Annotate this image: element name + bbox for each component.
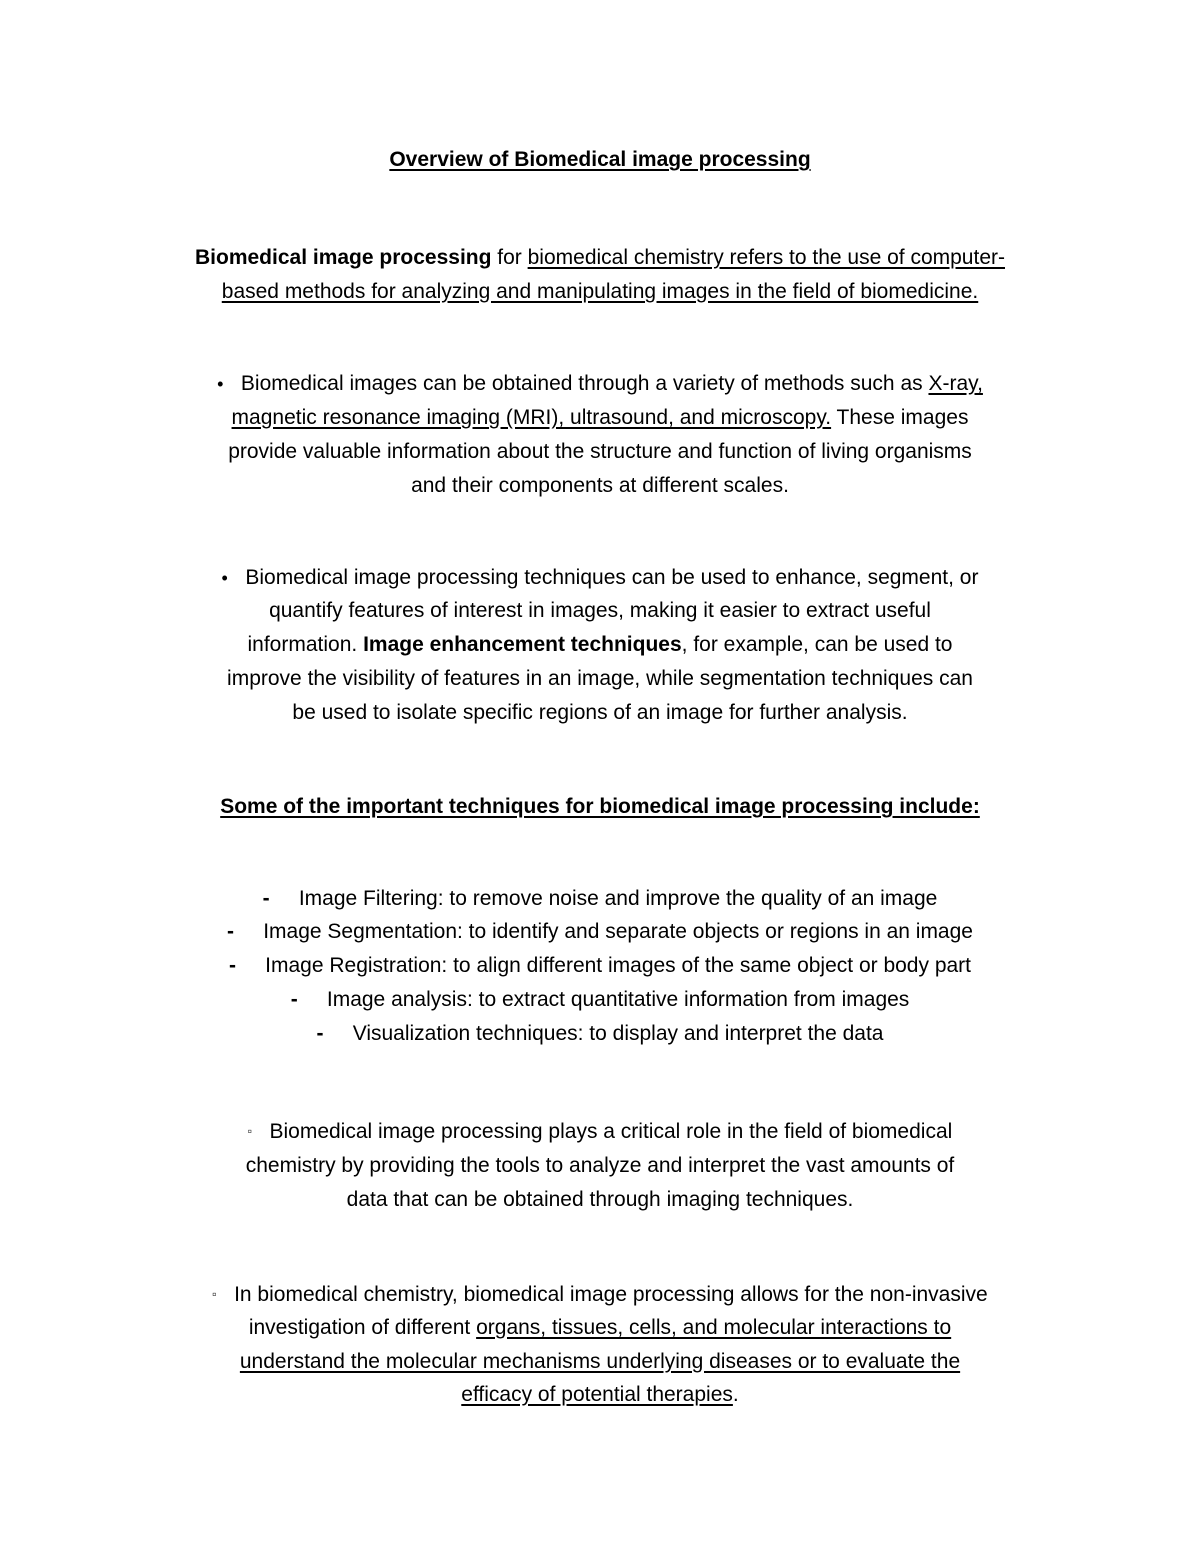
point1-line-2: chemistry by providing the tools to analyze and interpret the vast amounts of	[245, 1154, 955, 1177]
point2-line-3	[0, 1345, 1200, 1379]
bullet-dot-icon: •	[217, 374, 224, 394]
point2-text-4: .	[732, 1383, 739, 1406]
bullet2-line-1	[0, 561, 1200, 595]
point2-line-4	[0, 1378, 1200, 1412]
point2-line-1	[0, 1277, 1200, 1312]
techniques-heading: Some of the important techniques for biomedical image processing include:	[220, 795, 980, 818]
dash-icon: -	[228, 954, 236, 977]
dash-icon: -	[290, 988, 298, 1011]
point2-underlined-3: understand the molecular mechanisms underlying diseases or to evaluate the	[239, 1350, 961, 1373]
bullet2-bold-term: Image enhancement techniques	[363, 633, 682, 656]
intro-for-word: for	[491, 246, 528, 269]
dash-icon: -	[316, 1022, 324, 1045]
technique-item	[0, 983, 1200, 1017]
point2-underlined-4: efficacy of potential therapies	[461, 1383, 733, 1406]
bullet2-line-2: quantify features of interest in images, making it easier to extract useful	[269, 599, 931, 622]
technique-item	[0, 949, 1200, 983]
bullet1-text-1: Biomedical images can be obtained through a variety of methods such as	[240, 372, 929, 395]
technique-item	[0, 915, 1200, 949]
bullet2-line-3	[0, 628, 1200, 662]
document-title: Overview of Biomedical image processing	[389, 148, 811, 171]
bullet-dot-icon: •	[221, 568, 228, 588]
intro-bold-term: Biomedical image processing	[195, 246, 492, 269]
bullet1-line-1	[0, 367, 1200, 401]
bullet1-line-3: provide valuable information about the structure and function of living organisms	[228, 440, 972, 463]
intro-line-2	[0, 275, 1200, 309]
intro-underlined-2: based methods for analyzing and manipulating images in the field of biomedicine.	[221, 280, 979, 303]
bullet2-text-3a: information.	[247, 633, 364, 656]
bullet1-underlined-2: magnetic resonance imaging (MRI), ultrasound, and microscopy.	[231, 406, 832, 429]
point2-line-2	[0, 1311, 1200, 1345]
technique-text: Image analysis: to extract quantitative information from images	[326, 988, 910, 1011]
bullet2-text-3b: , for example, can be used to	[681, 633, 953, 656]
technique-text: Image Segmentation: to identify and separate objects or regions in an image	[263, 920, 973, 943]
technique-text: Visualization techniques: to display and interpret the data	[352, 1022, 884, 1045]
bullet2-line-4: improve the visibility of features in an image, while segmentation techniques can	[227, 667, 973, 690]
bullet1-underlined-1: X-ray,	[928, 372, 983, 395]
square-bullet-icon: ▫	[212, 1287, 217, 1301]
point2-text-1: In biomedical chemistry, biomedical image processing allows for the non-invasive	[234, 1283, 988, 1306]
intro-line-1	[0, 241, 1200, 275]
square-bullet-icon: ▫	[247, 1124, 252, 1138]
dash-icon: -	[262, 887, 270, 910]
technique-item	[0, 882, 1200, 916]
dash-icon: -	[227, 920, 235, 943]
intro-underlined-1: biomedical chemistry refers to the use of computer-	[527, 246, 1005, 269]
bullet1-line-2	[0, 401, 1200, 435]
point1-line-3: data that can be obtained through imaging techniques.	[346, 1188, 854, 1211]
technique-item	[0, 1017, 1200, 1051]
technique-text: Image Filtering: to remove noise and improve the quality of an image	[298, 887, 938, 910]
bullet2-text-1: Biomedical image processing techniques can be used to enhance, segment, or	[245, 566, 979, 589]
bullet2-line-5: be used to isolate specific regions of an image for further analysis.	[292, 701, 908, 724]
bullet1-line-4: and their components at different scales.	[411, 474, 789, 497]
technique-text: Image Registration: to align different images of the same object or body part	[265, 954, 972, 977]
point2-text-2: investigation of different	[248, 1316, 477, 1339]
point2-underlined-2: organs, tissues, cells, and molecular interactions to	[476, 1316, 952, 1339]
point1-line-1	[0, 1114, 1200, 1149]
point1-text-1: Biomedical image processing plays a critical role in the field of biomedical	[269, 1120, 953, 1143]
bullet1-text-2: These images	[831, 406, 969, 429]
